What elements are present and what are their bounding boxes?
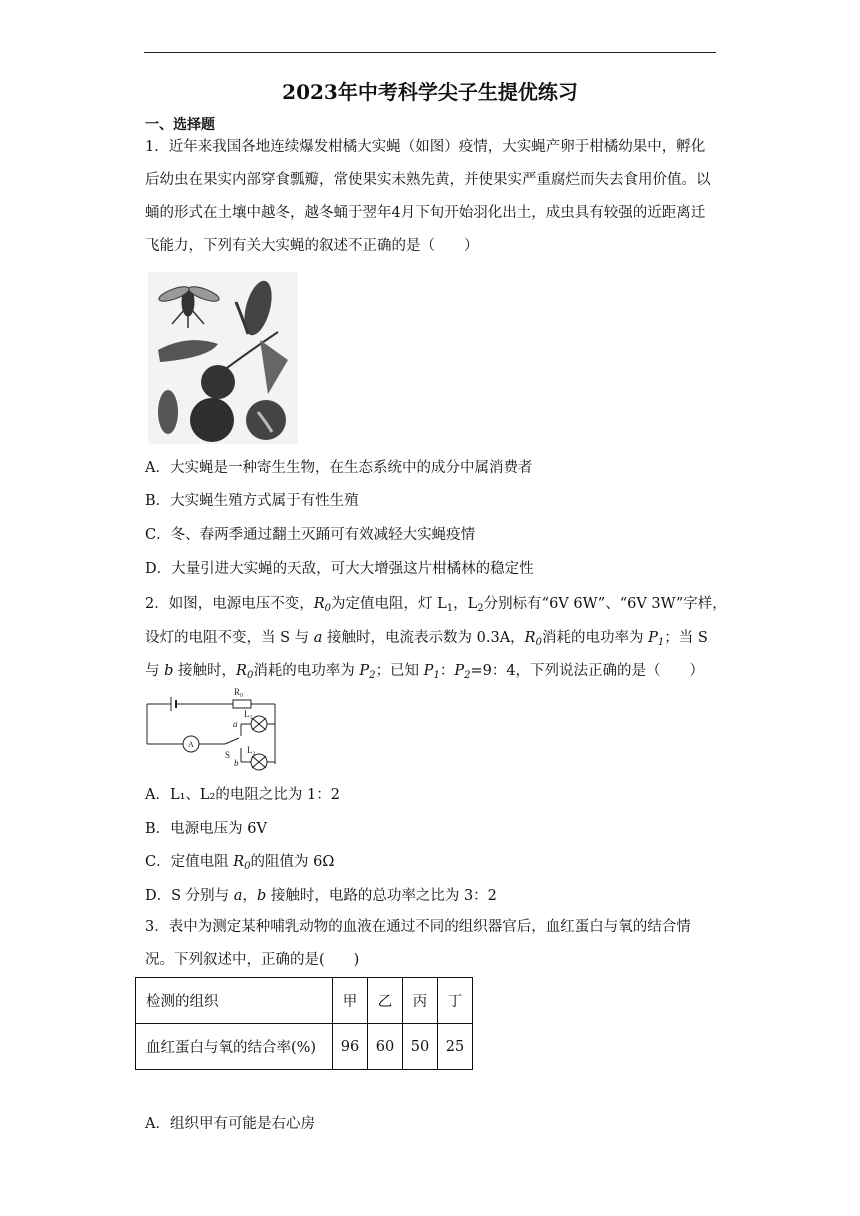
table-row <box>136 1024 473 1070</box>
label-ammeter: A <box>188 740 194 749</box>
q1-stem: 1．近年来我国各地连续爆发柑橘大实蝇（如图）疫情，大实蝇产卵于柑橘幼果中，孵化后幼虫在果实内部穿食瓢瓣，常使果实未熟先黄，并使果实严重腐烂而失去食用价值。以蛹的形式在土壤中越冬，越冬蛹于翌年4月下旬开始羽化出土，成虫具有较强的近距离迁飞能力，下列有关大实蝇的叙述不正确的是（ ） <box>145 139 711 254</box>
table-cell: 甲 <box>333 978 368 1024</box>
table-cell: 60 <box>368 1024 403 1070</box>
q1-option-a: A．大实蝇是一种寄生生物，在生态系统中的成分中属消费者 <box>145 460 533 476</box>
q1-option-d: D．大量引进大实蝇的天敌，可大大增强这片柑橘林的稳定性 <box>145 561 534 577</box>
table-cell: 25 <box>438 1024 473 1070</box>
oxygen-binding-table <box>135 977 473 1070</box>
q2-option-c: C．定值电阻 $R_0$的阻值为 6Ω <box>145 854 335 872</box>
q2-stem-line3: 与 b 接触时，$R_0$消耗的电功率为 $P_2$；已知 $P_1$：$P_2=9$：4，下列说法正确的是（ ） <box>145 663 705 681</box>
q2-stem-line2: 设灯的电阻不变，当 S 与 a 接触时，电流表示数为 0.3A，$R_0$消耗的电功率为 $P_1$；当 S <box>145 630 708 648</box>
label-l1: L₁ <box>244 709 253 719</box>
table-cell: 丙 <box>403 978 438 1024</box>
q1-option-c: C．冬、春两季通过翻土灭踊可有效减轻大实蝇疫情 <box>145 527 476 543</box>
table-cell: 血红蛋白与氧的结合率(%) <box>136 1024 333 1070</box>
table-header-row <box>136 978 473 1024</box>
circuit-diagram <box>145 686 285 772</box>
label-b: b <box>234 758 239 768</box>
resistor-r0 <box>233 700 251 708</box>
q3-stem: 3．表中为测定某种哺乳动物的血液在通过不同的组织器官后，血红蛋白与氧的结合情况。下列叙述中，正确的是( ) <box>145 919 691 968</box>
table-cell: 丁 <box>438 978 473 1024</box>
q2-option-a: A．L₁、L₂的电阻之比为 1：2 <box>145 787 340 803</box>
fruit-drawing <box>201 365 235 399</box>
q2-option-d: D．S 分别与 a，b 接触时，电路的总功率之比为 3：2 <box>145 888 497 904</box>
q2-stem-line1: 2．如图，电源电压不变，$R_0$为定值电阻，灯 $L_1$，$L_2$分别标有“6V 6W”、“6V 3W”字样， <box>145 596 727 614</box>
table-cell: 50 <box>403 1024 438 1070</box>
table-cell: 乙 <box>368 978 403 1024</box>
label-s: S <box>225 750 231 760</box>
table-cell: 96 <box>333 1024 368 1070</box>
top-rule <box>144 52 716 53</box>
label-a: a <box>233 719 238 729</box>
switch-s <box>225 738 239 744</box>
table-cell: 检测的组织 <box>136 978 333 1024</box>
section-heading: 一、选择题 <box>145 117 215 133</box>
page-title: 2023年中考科学尖子生提优练习 <box>282 80 578 104</box>
q3-option-a: A．组织甲有可能是右心房 <box>145 1116 315 1132</box>
fruit-fly-figure <box>148 272 298 444</box>
q2-option-b: B．电源电压为 6V <box>145 821 267 837</box>
label-r0: R₀ <box>234 687 244 697</box>
q1-option-b: B．大实蝇生殖方式属于有性生殖 <box>145 493 359 509</box>
label-l2: L₂ <box>247 745 256 755</box>
